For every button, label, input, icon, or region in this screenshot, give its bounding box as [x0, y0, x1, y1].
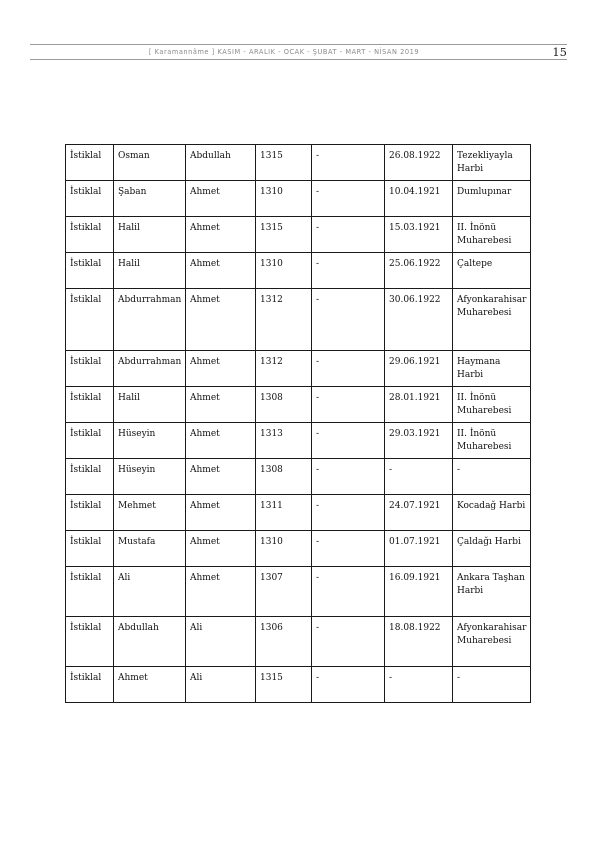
father-name-cell: Ahmet	[186, 531, 256, 567]
date-cell: 18.08.1922	[385, 617, 453, 667]
place-cell: Tezekliyayla Harbi	[453, 145, 531, 181]
birth-year-cell: 1307	[256, 567, 312, 617]
dash-cell: -	[312, 289, 385, 351]
father-name-cell: Ahmet	[186, 253, 256, 289]
name-cell: Ahmet	[114, 667, 186, 703]
place-cell: Afyonkarahisar Muharebesi	[453, 617, 531, 667]
table-row	[66, 289, 531, 351]
birth-year-cell: 1315	[256, 667, 312, 703]
father-name-cell: Abdullah	[186, 145, 256, 181]
father-name-cell: Ahmet	[186, 567, 256, 617]
dash-cell: -	[312, 387, 385, 423]
birth-year-cell: 1310	[256, 181, 312, 217]
place-cell: Çaldağı Harbi	[453, 531, 531, 567]
unit-cell: İstiklal	[66, 289, 114, 351]
name-cell: Halil	[114, 253, 186, 289]
running-head: [ Karamannâme ] KASIM - ARALIK - OCAK - ŞUBAT - MART - NİSAN 2019	[148, 48, 420, 56]
father-name-cell: Ahmet	[186, 495, 256, 531]
place-cell: Haymana Harbi	[453, 351, 531, 387]
page-number: 15	[552, 45, 567, 59]
birth-year-cell: 1306	[256, 617, 312, 667]
date-cell: 01.07.1921	[385, 531, 453, 567]
birth-year-cell: 1312	[256, 289, 312, 351]
father-name-cell: Ahmet	[186, 217, 256, 253]
records-table	[65, 144, 531, 703]
table-row	[66, 181, 531, 217]
unit-cell: İstiklal	[66, 667, 114, 703]
date-cell: -	[385, 667, 453, 703]
date-cell: 10.04.1921	[385, 181, 453, 217]
dash-cell: -	[312, 531, 385, 567]
unit-cell: İstiklal	[66, 567, 114, 617]
birth-year-cell: 1310	[256, 531, 312, 567]
unit-cell: İstiklal	[66, 217, 114, 253]
name-cell: Şaban	[114, 181, 186, 217]
father-name-cell: Ali	[186, 667, 256, 703]
name-cell: Osman	[114, 145, 186, 181]
table-row	[66, 253, 531, 289]
place-cell: Afyonkarahisar Muharebesi	[453, 289, 531, 351]
table-row	[66, 667, 531, 703]
unit-cell: İstiklal	[66, 459, 114, 495]
place-cell: II. İnönü Muharebesi	[453, 423, 531, 459]
name-cell: Ali	[114, 567, 186, 617]
date-cell: -	[385, 459, 453, 495]
father-name-cell: Ahmet	[186, 423, 256, 459]
place-cell: Ankara Taşhan Harbi	[453, 567, 531, 617]
table-row	[66, 495, 531, 531]
date-cell: 25.06.1922	[385, 253, 453, 289]
name-cell: Halil	[114, 387, 186, 423]
table-row	[66, 217, 531, 253]
father-name-cell: Ali	[186, 617, 256, 667]
date-cell: 29.03.1921	[385, 423, 453, 459]
date-cell: 28.01.1921	[385, 387, 453, 423]
dash-cell: -	[312, 667, 385, 703]
name-cell: Mehmet	[114, 495, 186, 531]
header-rule-bottom	[30, 59, 567, 60]
unit-cell: İstiklal	[66, 495, 114, 531]
name-cell: Halil	[114, 217, 186, 253]
unit-cell: İstiklal	[66, 617, 114, 667]
table-row	[66, 567, 531, 617]
records-body	[66, 145, 531, 703]
unit-cell: İstiklal	[66, 145, 114, 181]
unit-cell: İstiklal	[66, 387, 114, 423]
place-cell: -	[453, 667, 531, 703]
dash-cell: -	[312, 617, 385, 667]
date-cell: 30.06.1922	[385, 289, 453, 351]
date-cell: 16.09.1921	[385, 567, 453, 617]
dash-cell: -	[312, 495, 385, 531]
birth-year-cell: 1313	[256, 423, 312, 459]
table-row	[66, 423, 531, 459]
name-cell: Abdullah	[114, 617, 186, 667]
dash-cell: -	[312, 423, 385, 459]
place-cell: Dumlupınar	[453, 181, 531, 217]
father-name-cell: Ahmet	[186, 351, 256, 387]
dash-cell: -	[312, 351, 385, 387]
table-row	[66, 617, 531, 667]
dash-cell: -	[312, 145, 385, 181]
name-cell: Mustafa	[114, 531, 186, 567]
table-row	[66, 387, 531, 423]
table-row	[66, 351, 531, 387]
father-name-cell: Ahmet	[186, 181, 256, 217]
birth-year-cell: 1315	[256, 217, 312, 253]
place-cell: II. İnönü Muharebesi	[453, 387, 531, 423]
table-row	[66, 145, 531, 181]
date-cell: 24.07.1921	[385, 495, 453, 531]
birth-year-cell: 1311	[256, 495, 312, 531]
unit-cell: İstiklal	[66, 253, 114, 289]
place-cell: -	[453, 459, 531, 495]
unit-cell: İstiklal	[66, 423, 114, 459]
birth-year-cell: 1310	[256, 253, 312, 289]
name-cell: Abdurrahman	[114, 289, 186, 351]
father-name-cell: Ahmet	[186, 387, 256, 423]
place-cell: Kocadağ Harbi	[453, 495, 531, 531]
place-cell: Çaltepe	[453, 253, 531, 289]
dash-cell: -	[312, 567, 385, 617]
date-cell: 29.06.1921	[385, 351, 453, 387]
father-name-cell: Ahmet	[186, 289, 256, 351]
date-cell: 15.03.1921	[385, 217, 453, 253]
dash-cell: -	[312, 181, 385, 217]
father-name-cell: Ahmet	[186, 459, 256, 495]
birth-year-cell: 1312	[256, 351, 312, 387]
dash-cell: -	[312, 459, 385, 495]
date-cell: 26.08.1922	[385, 145, 453, 181]
name-cell: Hüseyin	[114, 459, 186, 495]
dash-cell: -	[312, 253, 385, 289]
name-cell: Hüseyin	[114, 423, 186, 459]
unit-cell: İstiklal	[66, 531, 114, 567]
unit-cell: İstiklal	[66, 181, 114, 217]
unit-cell: İstiklal	[66, 351, 114, 387]
birth-year-cell: 1315	[256, 145, 312, 181]
birth-year-cell: 1308	[256, 459, 312, 495]
name-cell: Abdurrahman	[114, 351, 186, 387]
place-cell: II. İnönü Muharebesi	[453, 217, 531, 253]
table-row	[66, 459, 531, 495]
table-row	[66, 531, 531, 567]
birth-year-cell: 1308	[256, 387, 312, 423]
dash-cell: -	[312, 217, 385, 253]
